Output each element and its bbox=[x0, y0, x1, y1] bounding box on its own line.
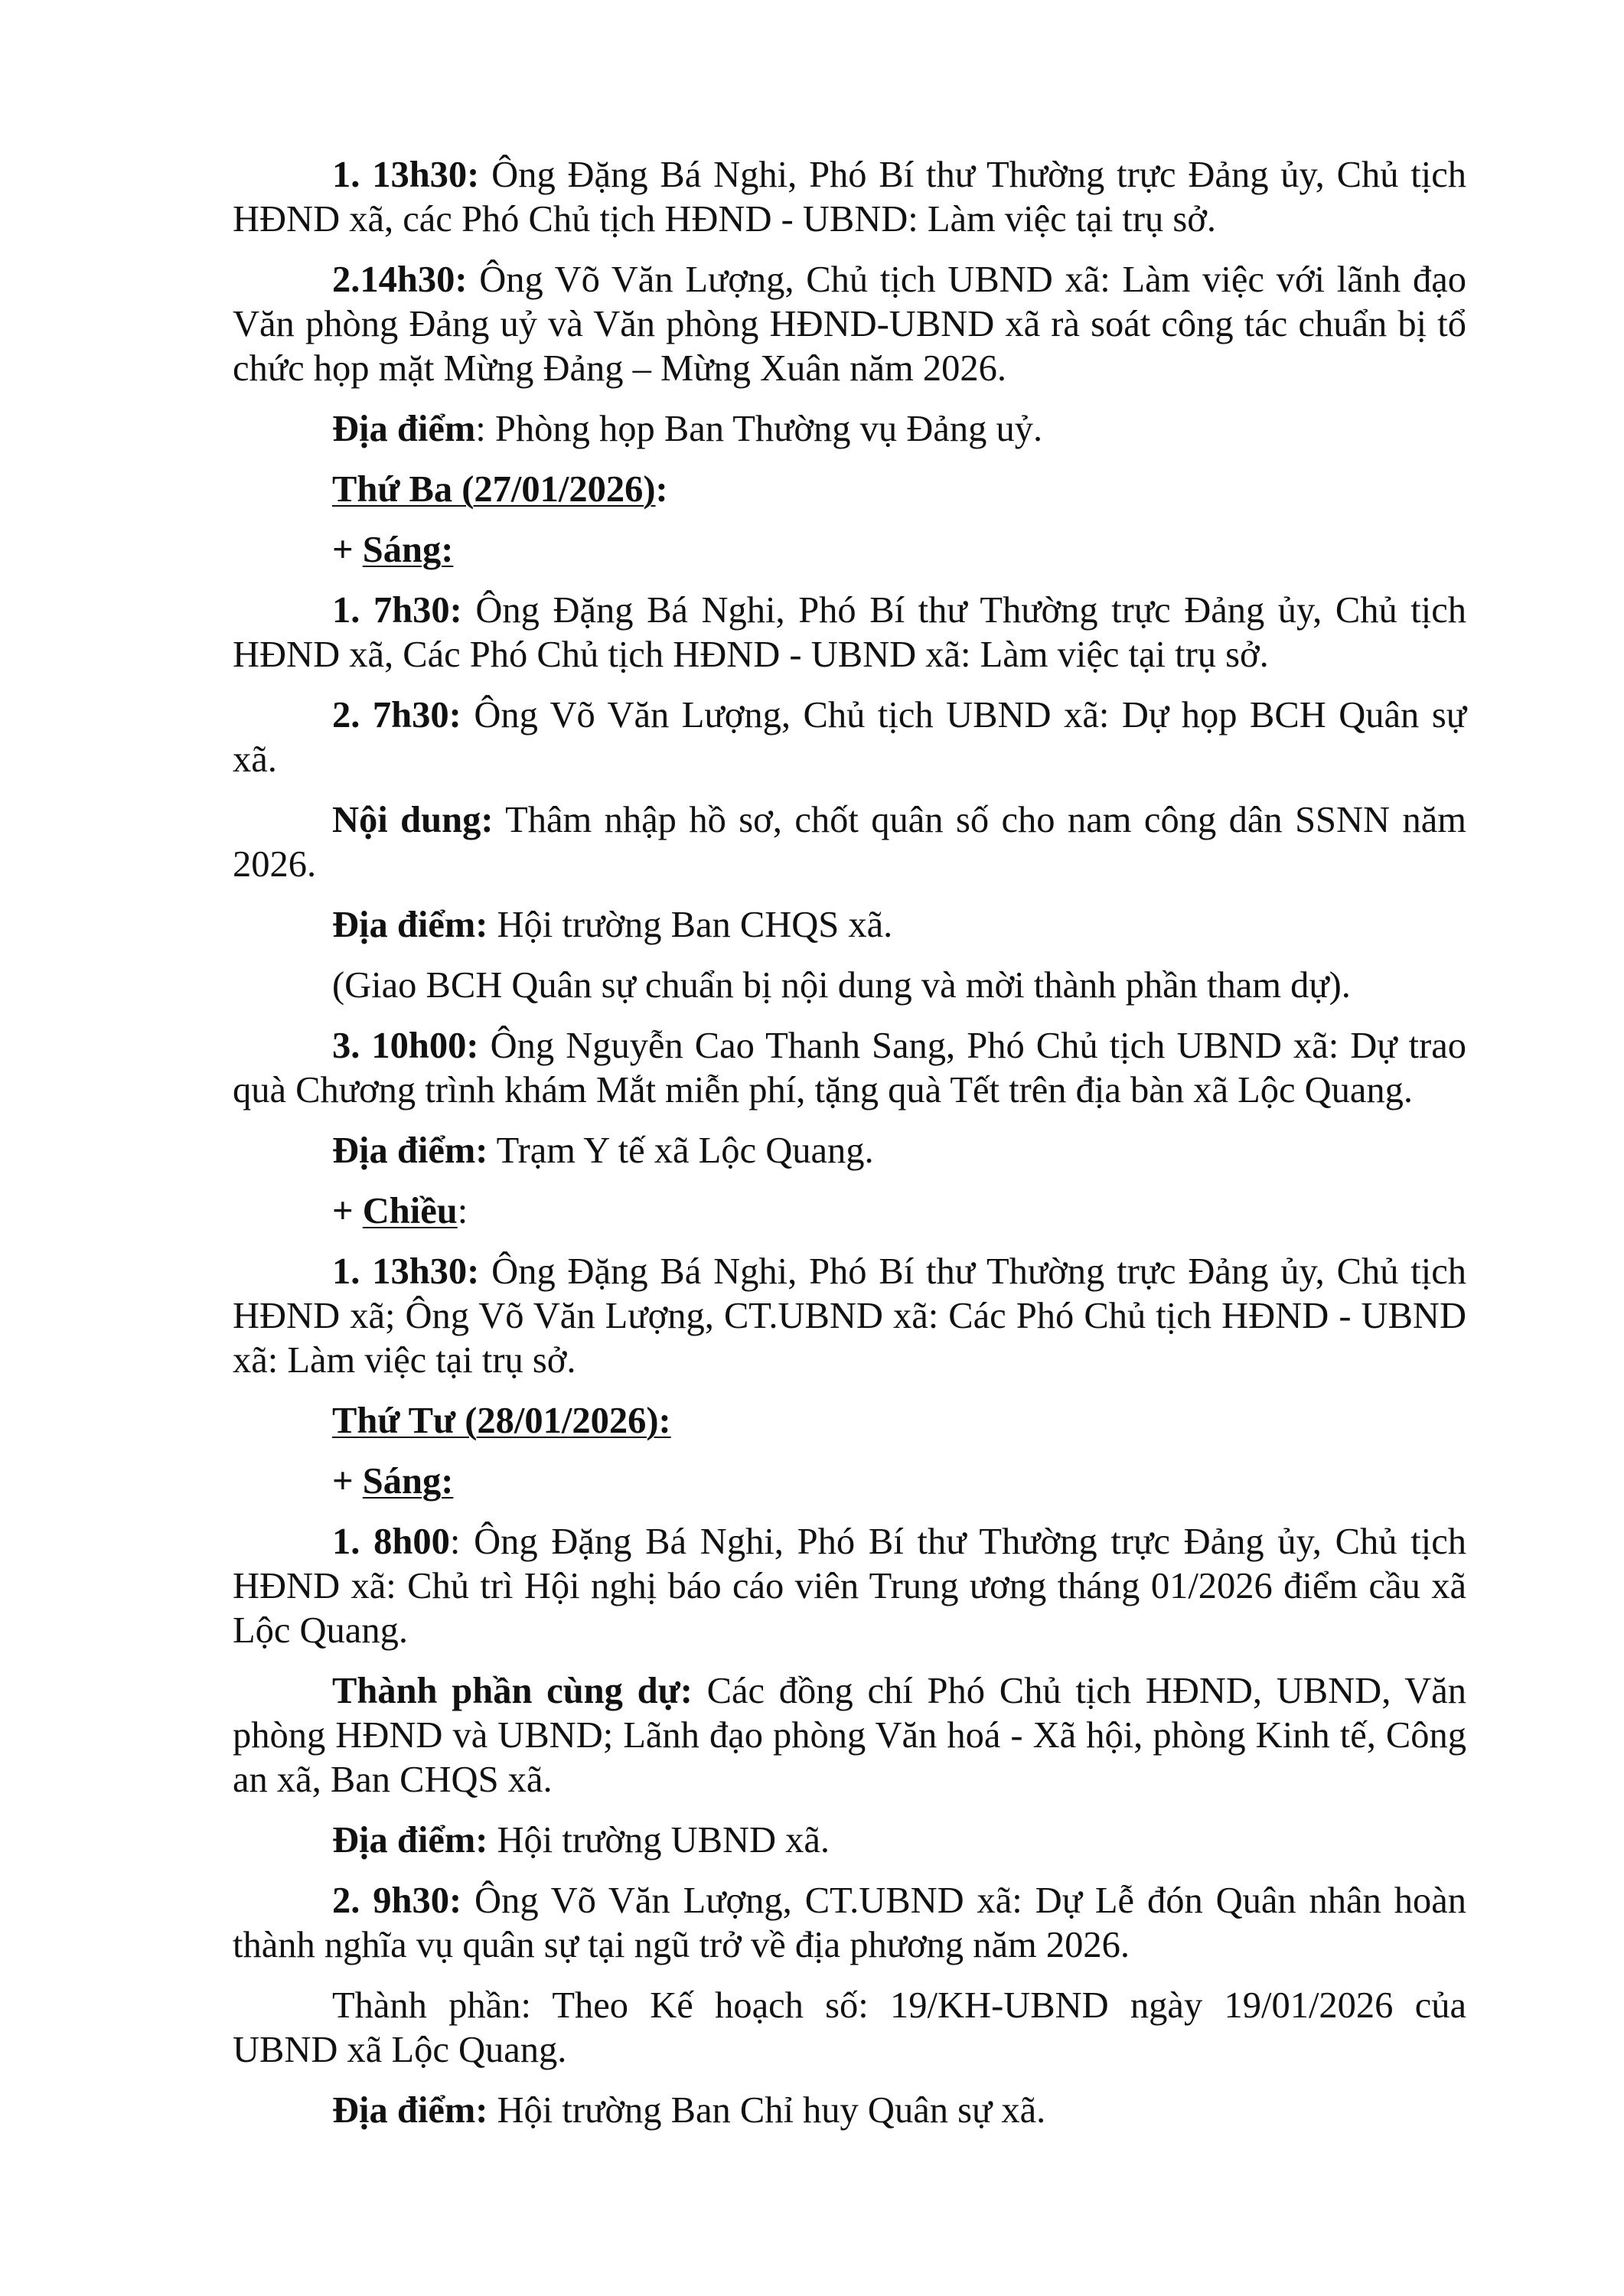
item-text: Ông Võ Văn Lượng, CT.UBND xã: Dự Lễ đón Quân nhân hoàn thành nghĩa vụ quân sự tại ngũ trở về địa phương năm 2026. bbox=[233, 1880, 1467, 1965]
location-line bbox=[233, 903, 1466, 947]
location-label: Địa điểm: bbox=[332, 1820, 488, 1861]
location-label: Địa điểm: bbox=[332, 1130, 488, 1171]
session-colon: : bbox=[457, 1191, 468, 1231]
content-label: Nội dung: bbox=[332, 800, 494, 840]
location-text: Trạm Y tế xã Lộc Quang. bbox=[488, 1130, 874, 1171]
participants-line bbox=[233, 1669, 1466, 1802]
session-label: Sáng: bbox=[362, 1461, 454, 1502]
note-text: (Giao BCH Quân sự chuẩn bị nội dung và mời thành phần tham dự). bbox=[332, 965, 1351, 1006]
location-text: : Phòng họp Ban Thường vụ Đảng uỷ. bbox=[475, 409, 1043, 449]
schedule-document bbox=[233, 153, 1466, 2149]
session-label: Sáng: bbox=[362, 530, 454, 570]
location-text: Hội trường Ban CHQS xã. bbox=[488, 905, 893, 945]
item-text: : Ông Đặng Bá Nghi, Phó Bí thư Thường trực Đảng ủy, Chủ tịch HĐND xã: Chủ trì Hội nghị báo cáo viên Trung ương tháng 01/2026 điểm cầu xã Lộc Quang. bbox=[233, 1521, 1466, 1651]
location-text: Hội trường UBND xã. bbox=[488, 1820, 830, 1861]
item-text: Ông Nguyễn Cao Thanh Sang, Phó Chủ tịch UBND xã: Dự trao quà Chương trình khám Mắt miễn phí, tặng quà Tết trên địa bàn xã Lộc Quang. bbox=[233, 1026, 1467, 1110]
item-text: Ông Đặng Bá Nghi, Phó Bí thư Thường trực Đảng ủy, Chủ tịch HĐND xã, các Phó Chủ tịch HĐND - UBND: Làm việc tại trụ sở. bbox=[233, 155, 1466, 240]
location-text: Hội trường Ban Chỉ huy Quân sự xã. bbox=[488, 2090, 1046, 2131]
content-text: Thâm nhập hồ sơ, chốt quân số cho nam công dân SSNN năm 2026. bbox=[233, 800, 1467, 885]
location-line bbox=[233, 2089, 1466, 2133]
content-line bbox=[233, 798, 1466, 887]
item-label: 1. 7h30: bbox=[332, 590, 462, 631]
item-text: Ông Võ Văn Lượng, Chủ tịch UBND xã: Làm việc với lãnh đạo Văn phòng Đảng uỷ và Văn phòng HĐND-UBND xã rà soát công tác chuẩn bị tổ chức họp mặt Mừng Đảng – Mừng Xuân năm 2026. bbox=[233, 259, 1466, 389]
location-label: Địa điểm bbox=[332, 409, 476, 449]
item-label: 2. 9h30: bbox=[332, 1880, 462, 1921]
session-morning-tuesday bbox=[233, 528, 1466, 572]
schedule-item-1330-tuesday bbox=[233, 1250, 1466, 1383]
day-heading-label: Thứ Tư (28/01/2026): bbox=[332, 1401, 671, 1441]
item-label: 2.14h30: bbox=[332, 259, 468, 300]
location-line bbox=[233, 1129, 1466, 1173]
note-line bbox=[233, 964, 1466, 1008]
day-heading-tuesday bbox=[233, 468, 1466, 512]
participants-text: Thành phần: Theo Kế hoạch số: 19/KH-UBND ngày 19/01/2026 của UBND xã Lộc Quang. bbox=[233, 1985, 1466, 2070]
location-label: Địa điểm: bbox=[332, 2090, 488, 2131]
session-morning-wednesday bbox=[233, 1459, 1466, 1504]
location-line bbox=[233, 407, 1466, 452]
day-heading-wednesday bbox=[233, 1399, 1466, 1443]
schedule-item-0730-a bbox=[233, 589, 1466, 677]
session-prefix: + bbox=[332, 530, 363, 570]
schedule-item-0800 bbox=[233, 1520, 1466, 1653]
item-label: 1. 13h30: bbox=[332, 155, 480, 195]
item-label: 3. 10h00: bbox=[332, 1026, 479, 1066]
schedule-item-0730-b bbox=[233, 693, 1466, 782]
schedule-item-1330-monday bbox=[233, 153, 1466, 242]
item-label: 1. 13h30: bbox=[332, 1251, 480, 1292]
item-text: Ông Đặng Bá Nghi, Phó Bí thư Thường trực Đảng ủy, Chủ tịch HĐND xã, Các Phó Chủ tịch HĐND - UBND xã: Làm việc tại trụ sở. bbox=[233, 590, 1466, 675]
schedule-item-1000 bbox=[233, 1024, 1466, 1113]
session-prefix: + bbox=[332, 1461, 363, 1502]
schedule-item-1430-monday bbox=[233, 258, 1466, 391]
location-line bbox=[233, 1818, 1466, 1863]
session-afternoon-tuesday bbox=[233, 1189, 1466, 1234]
day-heading-colon: : bbox=[655, 469, 668, 510]
item-label: 1. 8h00 bbox=[332, 1521, 450, 1562]
participants-label: Thành phần cùng dự: bbox=[332, 1671, 693, 1711]
day-heading-label: Thứ Ba (27/01/2026) bbox=[332, 469, 656, 510]
item-text: Ông Võ Văn Lượng, Chủ tịch UBND xã: Dự họp BCH Quân sự xã. bbox=[233, 695, 1467, 780]
item-text: Ông Đặng Bá Nghi, Phó Bí thư Thường trực Đảng ủy, Chủ tịch HĐND xã; Ông Võ Văn Lượng, CT.UBND xã: Các Phó Chủ tịch HĐND - UBND xã: Làm việc tại trụ sở. bbox=[233, 1251, 1466, 1381]
participants-line bbox=[233, 1984, 1466, 2073]
item-label: 2. 7h30: bbox=[332, 695, 461, 735]
session-prefix: + bbox=[332, 1191, 363, 1231]
participants-text: Các đồng chí Phó Chủ tịch HĐND, UBND, Văn phòng HĐND và UBND; Lãnh đạo phòng Văn hoá - Xã hội, phòng Kinh tế, Công an xã, Ban CHQS xã. bbox=[233, 1671, 1466, 1800]
session-label: Chiều bbox=[362, 1191, 458, 1231]
schedule-item-0930 bbox=[233, 1879, 1466, 1968]
location-label: Địa điểm: bbox=[332, 905, 488, 945]
